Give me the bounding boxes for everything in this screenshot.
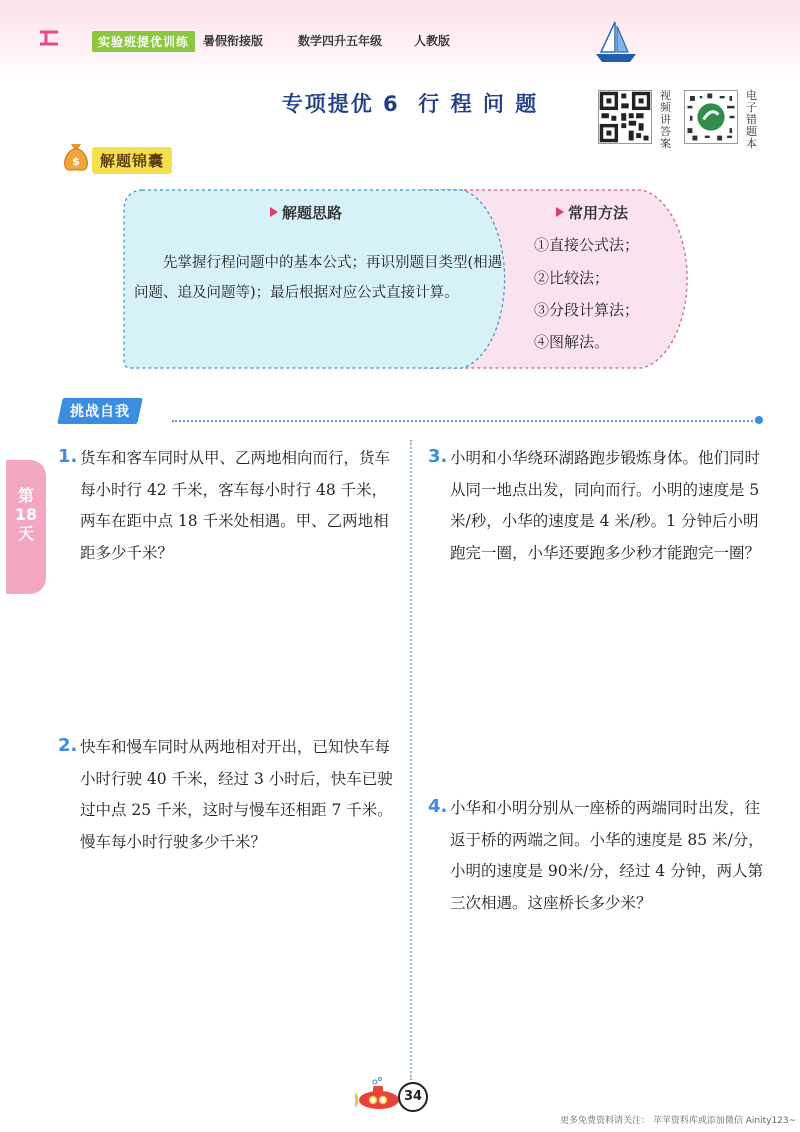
divider-dot [755,416,763,424]
qr-error-book[interactable] [684,90,738,148]
question-number: 2. [58,735,78,756]
challenge-divider [172,420,757,422]
question-number: 4. [428,796,448,817]
section-label-challenge: 挑战自我 [57,398,143,424]
approach-heading: 解题思路 [270,202,342,223]
edition-label: 暑假衔接版 [203,34,264,48]
footer-watermark: 更多免费资料请关注： 苹苹资料库或添加微信 Ainity123~ [560,1116,797,1126]
question-text: 小明和小华绕环湖路跑步锻炼身体。他们同时从同一地点出发，同向而行。小明的速度是 5 米/秒，小华的速度是 4 米/秒。1 分钟后小明跑完一圈，小华还要跑多少秒才能跑完一圈？ [450,449,761,562]
qr-code-icon [684,90,738,144]
question-text: 快车和慢车同时从两地相对开出，已知快车每小时行驶 40 千米，经过 3 小时后，快车已驶过中点 25 千米，这时与慢车还相距 7 千米。慢车每小时行驶多少千米？ [80,738,393,851]
method-item: ②比较法； [534,269,610,287]
svg-text:$: $ [72,155,80,168]
column-divider [410,440,412,1080]
grade-label: 数学四升五年级 [298,34,383,48]
question-number: 3. [428,446,448,467]
money-bag-icon [60,138,92,172]
qr-code-icon [598,90,652,144]
qr-error-book-label: 电子错题本 [746,89,757,150]
triangle-bullet-icon [270,207,278,217]
qr-video[interactable] [598,90,652,148]
page-number: 34 [398,1082,428,1112]
page-title: 专项提优 6 行 程 问 题 [281,92,539,116]
method-item: ③分段计算法； [534,301,640,319]
methods-heading: 常用方法 [556,202,628,223]
sailboat-icon [592,18,640,66]
qr-video-label: 视频讲答案 [660,89,671,150]
question-text: 货车和客车同时从甲、乙两地相向而行，货车每小时行 42 千米，客车每小时行 48 千米，两车在距中点 18 千米处相遇。甲、乙两地相距多少千米？ [80,449,391,562]
approach-text: 先掌握行程问题中的基本公式；再识别题目类型(相遇问题、追及问题等)；最后根据对应公式直接计算。 [134,255,503,301]
method-item: ④图解法。 [534,333,610,351]
triangle-bullet-icon [556,207,564,217]
section-label-tips: 解题锦囊 [92,147,172,174]
question-number: 1. [58,446,78,467]
method-item: ①直接公式法； [534,236,640,254]
header-accent-icon [38,30,60,46]
publisher-label: 人教版 [414,34,451,48]
series-badge: 实验班提优训练 [92,31,195,52]
question-text: 小华和小明分别从一座桥的两端同时出发，往返于桥的两端之间。小华的速度是 85 米/分，小明的速度是 90米/分，经过 4 分钟，两人第三次相遇。这座桥长多少米？ [450,799,764,912]
day-side-tab-text: 第18天 [14,486,38,543]
